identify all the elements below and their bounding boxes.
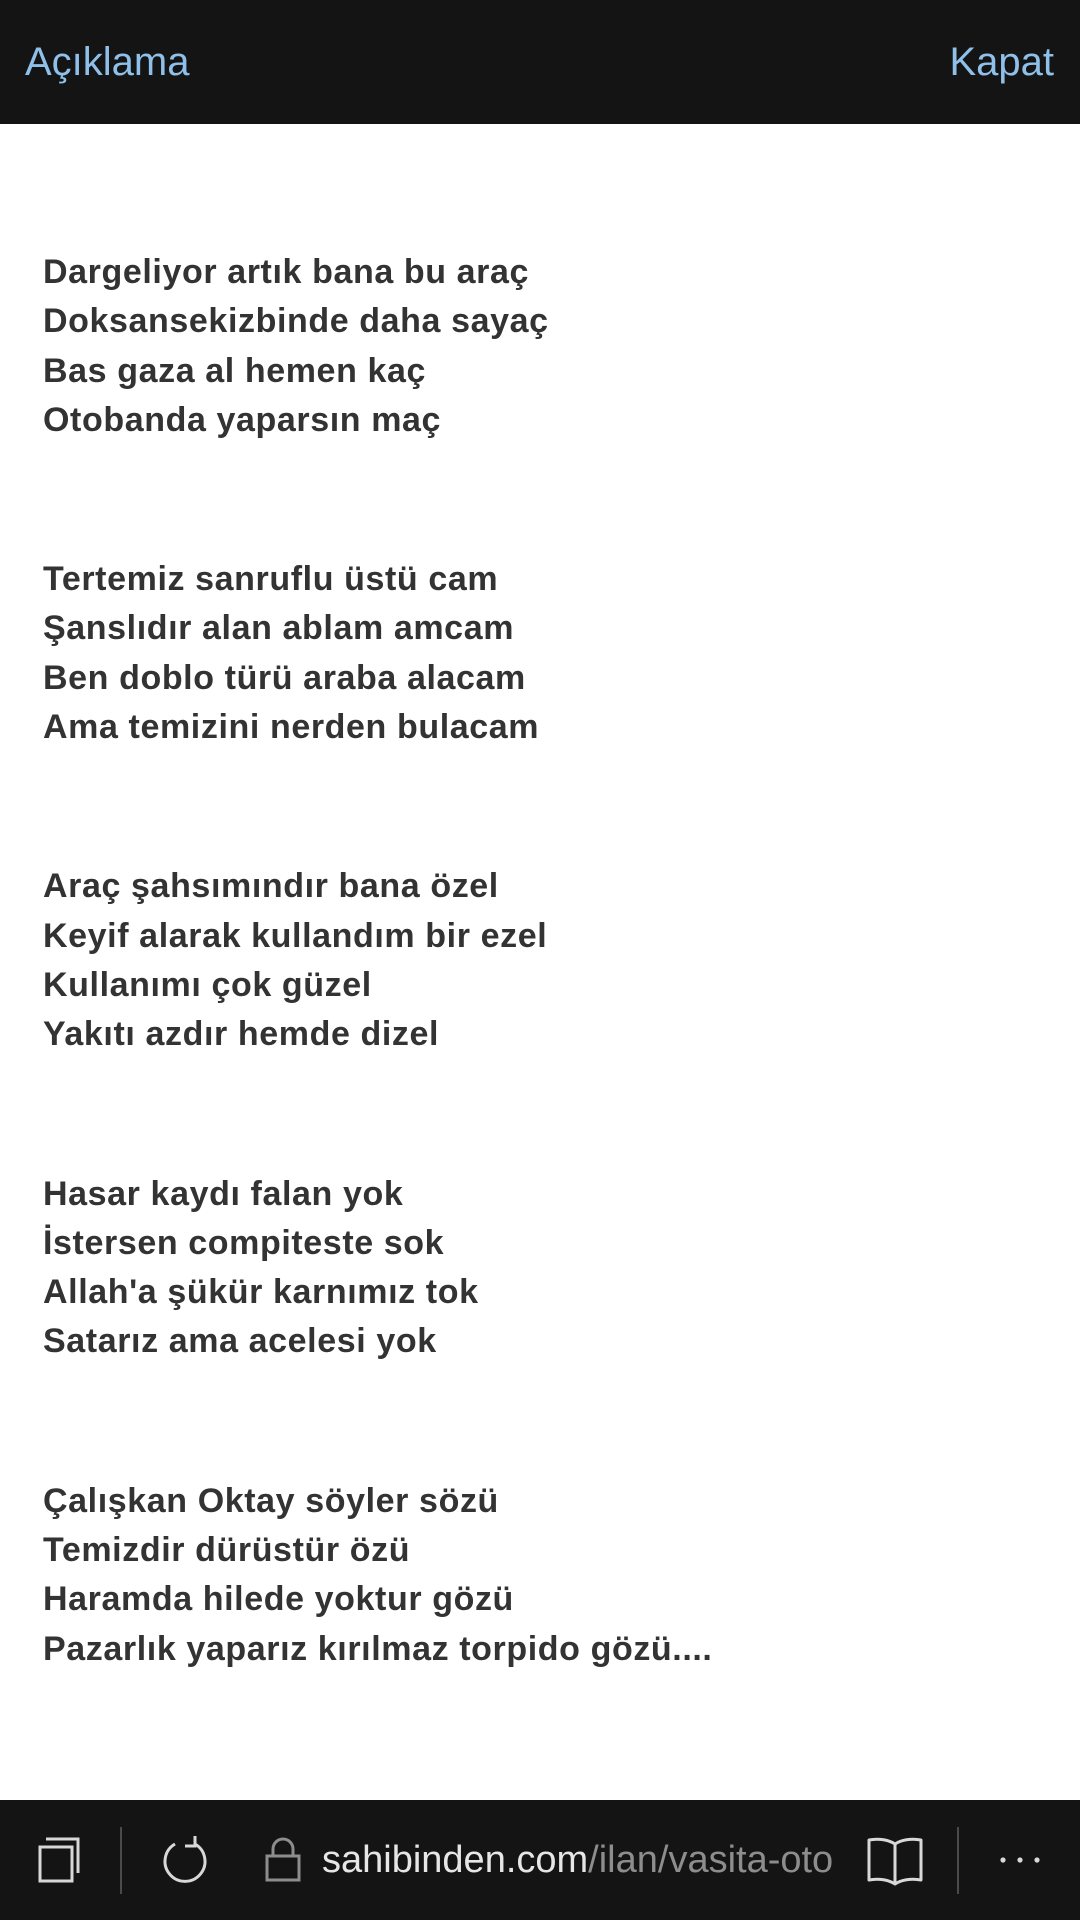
address-field[interactable] — [322, 1800, 833, 1920]
toolbar-divider — [957, 1827, 959, 1894]
refresh-icon — [157, 1832, 213, 1888]
more-button[interactable] — [990, 1800, 1050, 1920]
tabs-button[interactable] — [28, 1800, 92, 1920]
poem-line: Doksansekizbinde daha sayaç — [43, 302, 549, 341]
tabs-icon — [36, 1835, 84, 1885]
url-host: sahibinden.com — [322, 1838, 589, 1881]
toolbar-divider — [120, 1827, 122, 1894]
poem-line: İstersen compiteste sok — [43, 1223, 445, 1262]
poem-line: Dargeliyor artık bana bu araç — [43, 253, 530, 291]
stanza — [43, 1477, 1080, 1674]
poem-line: Tertemiz sanruflu üstü cam — [43, 560, 499, 599]
poem-line: Kullanımı çok güzel — [43, 965, 372, 1004]
close-button[interactable]: Kapat — [949, 40, 1054, 84]
poem-line: Hasar kaydı falan yok — [43, 1174, 404, 1213]
stanza — [43, 1170, 1080, 1367]
poem-line: Çalışkan Oktay söyler sözü — [43, 1481, 499, 1520]
poem-line: Ben doblo türü araba alacam — [43, 658, 526, 697]
stanza — [43, 248, 1080, 445]
stanza — [43, 862, 1080, 1059]
poem-line: Allah'a şükür karnımız tok — [43, 1273, 479, 1312]
poem-line: Pazarlık yaparız kırılmaz torpido gözü.... — [43, 1629, 713, 1668]
poem-line: Haramda hilede yoktur gözü — [43, 1580, 514, 1619]
poem-line: Yakıtı azdır hemde dizel — [43, 1015, 440, 1054]
poem-line: Temizdir dürüstür özü — [43, 1531, 411, 1570]
poem-line: Bas gaza al hemen kaç — [43, 351, 427, 390]
lock-indicator — [260, 1800, 306, 1920]
reading-view-button[interactable] — [862, 1800, 928, 1920]
more-icon — [998, 1855, 1042, 1865]
stanza — [43, 555, 1080, 752]
url-path: /ilan/vasita-oto — [588, 1838, 834, 1881]
poem-line: Araç şahsımındır bana özel — [43, 867, 499, 906]
browser-address-bar — [0, 1800, 1080, 1920]
description-content — [0, 124, 1080, 1800]
poem-line: Keyif alarak kullandım bir ezel — [43, 916, 548, 955]
poem-line: Otobanda yaparsın maç — [43, 400, 442, 439]
refresh-button[interactable] — [150, 1800, 220, 1920]
dialog-header — [0, 0, 1080, 124]
poem-line: Satarız ama acelesi yok — [43, 1322, 437, 1361]
poem-line: Şanslıdır alan ablam amcam — [43, 609, 515, 648]
poem-line: Ama temizini nerden bulacam — [43, 708, 540, 747]
lock-icon — [263, 1836, 303, 1884]
dialog-title: Açıklama — [25, 40, 190, 84]
reading-view-icon — [865, 1834, 925, 1886]
